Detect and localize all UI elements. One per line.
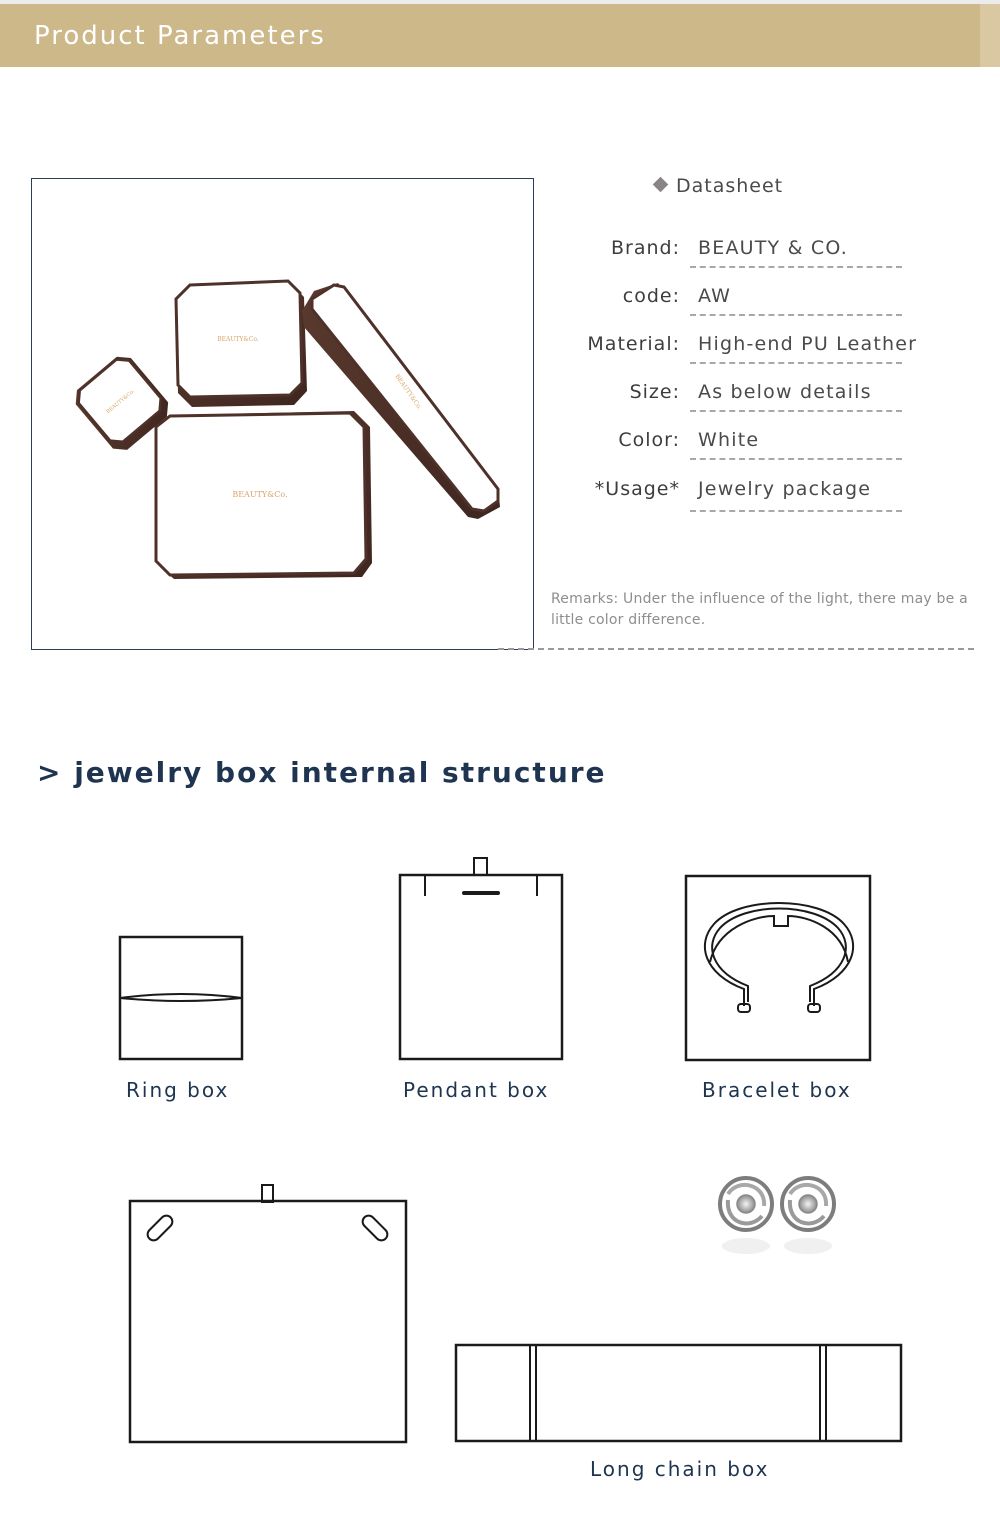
long-chain-box-icon bbox=[453, 1342, 903, 1444]
spec-value: White bbox=[698, 429, 760, 451]
spec-row-size bbox=[540, 381, 960, 421]
spec-label: Color: bbox=[618, 429, 680, 451]
product-photo bbox=[31, 178, 534, 650]
pendant-box-label: Pendant box bbox=[403, 1078, 550, 1102]
svg-text:BEAUTY&Co.: BEAUTY&Co. bbox=[232, 490, 288, 499]
spec-value: BEAUTY & CO. bbox=[698, 237, 848, 259]
spec-label: *Usage* bbox=[594, 478, 680, 500]
dotted-divider bbox=[690, 266, 902, 268]
page-title: Product Parameters bbox=[34, 21, 326, 51]
earrings-photo bbox=[712, 1170, 842, 1270]
dotted-divider bbox=[690, 410, 902, 412]
pendant-box-photo bbox=[176, 281, 307, 407]
long-chain-box-diagram bbox=[453, 1342, 903, 1444]
bracelet-box-label: Bracelet box bbox=[702, 1078, 852, 1102]
dotted-divider bbox=[498, 648, 974, 650]
spec-value: As below details bbox=[698, 381, 872, 403]
dotted-divider bbox=[690, 314, 902, 316]
datasheet-title: Datasheet bbox=[676, 175, 784, 197]
svg-text:BEAUTY&Co.: BEAUTY&Co. bbox=[217, 336, 259, 343]
bracelet-box-icon bbox=[684, 874, 872, 1062]
spec-row-material bbox=[540, 333, 960, 373]
spec-value: AW bbox=[698, 285, 732, 307]
spec-row-usage bbox=[540, 478, 960, 518]
spec-label: Brand: bbox=[611, 237, 680, 259]
long-chain-box-label: Long chain box bbox=[590, 1457, 770, 1481]
ring-box-diagram bbox=[118, 935, 244, 1061]
pendant-box-icon bbox=[397, 856, 565, 1062]
spec-label: Material: bbox=[587, 333, 680, 355]
spec-row-code bbox=[540, 285, 960, 325]
spec-value: Jewelry package bbox=[698, 478, 872, 500]
dotted-divider bbox=[690, 458, 902, 460]
large-box-icon bbox=[127, 1182, 409, 1446]
pendant-box-diagram bbox=[397, 856, 565, 1062]
header-edge bbox=[980, 4, 1000, 67]
earrings-icon bbox=[712, 1170, 842, 1270]
dotted-divider bbox=[690, 362, 902, 364]
datasheet-heading bbox=[655, 175, 783, 197]
diamond-icon bbox=[653, 177, 669, 193]
jewelry-boxes-illustration bbox=[32, 179, 532, 648]
spec-label: code: bbox=[622, 285, 680, 307]
svg-text:BEAUTY&Co.: BEAUTY&Co. bbox=[393, 373, 423, 412]
bracelet-box-diagram bbox=[684, 874, 872, 1062]
spec-row-color bbox=[540, 429, 960, 469]
svg-text:BEAUTY&Co.: BEAUTY&Co. bbox=[105, 388, 136, 416]
spec-value: High-end PU Leather bbox=[698, 333, 918, 355]
large-box-diagram bbox=[127, 1182, 409, 1446]
large-box-photo bbox=[156, 411, 372, 579]
dotted-divider bbox=[690, 510, 902, 512]
spec-label: Size: bbox=[629, 381, 680, 403]
ring-box-icon bbox=[118, 935, 244, 1061]
ring-box-label: Ring box bbox=[126, 1078, 230, 1102]
header-bar bbox=[0, 4, 1000, 67]
section-title: > jewelry box internal structure bbox=[37, 756, 607, 789]
spec-row-brand bbox=[540, 237, 960, 277]
remarks-text: Remarks: Under the influence of the light, there may be a little color difference. bbox=[551, 591, 968, 628]
